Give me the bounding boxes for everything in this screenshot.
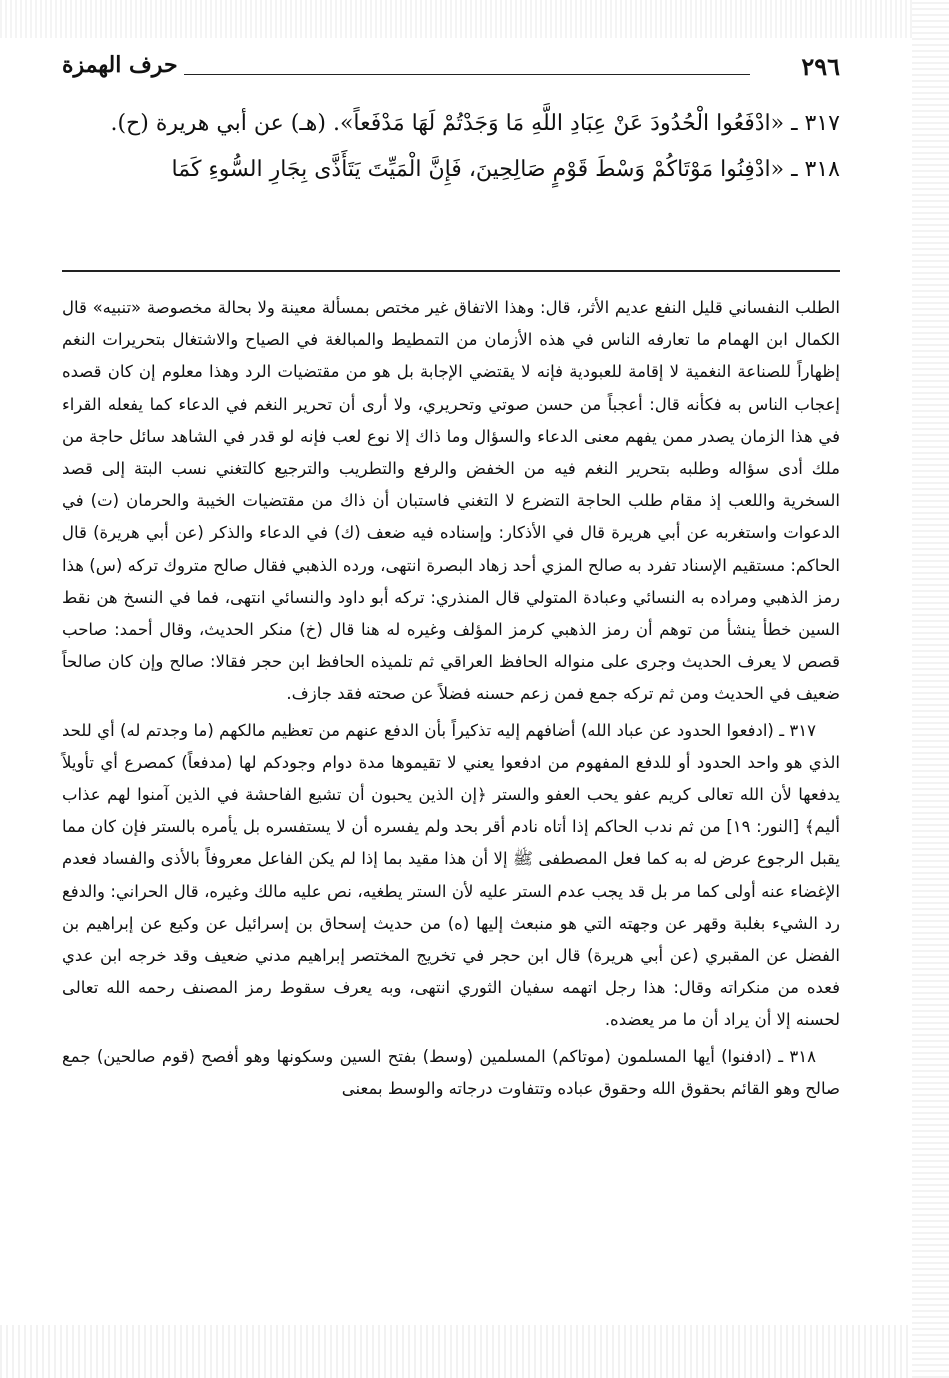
hadith-main-text bbox=[60, 104, 840, 196]
chapter-title: حرف الهمزة bbox=[62, 52, 178, 78]
hadith-318: ٣١٨ ـ «ادْفِنُوا مَوْتَاكُمْ وَسْطَ قَوْمٍ صَالِحِينَ، فَإِنَّ الْمَيِّتَ يَتَأَذَّى بِجَارِ السُّوءِ كَمَا bbox=[171, 157, 840, 182]
commentary-paragraph-318: ٣١٨ ـ (ادفنوا) أيها المسلمون (موتاكم) المسلمين (وسط) بفتح السين وسكونها وهو أفصح (قوم صالحين) جمع صالح وهو القائم بحقوق الله وحقوق عباده وتتفاوت درجاته والوسط بمعنى bbox=[62, 1046, 840, 1098]
page-header bbox=[62, 52, 840, 88]
text-separator-rule bbox=[62, 270, 840, 272]
page-number: ٢٩٦ bbox=[801, 52, 840, 81]
hadith-317: ٣١٧ ـ «ادْفَعُوا الْحُدُودَ عَنْ عِبَادِ اللَّهِ مَا وَجَدْتُمْ لَهَا مَدْفَعاً». (هـ) عن أبي هريرة (ح). bbox=[110, 111, 840, 136]
scan-edge-bottom bbox=[0, 1325, 949, 1378]
commentary-paragraph-317: ٣١٧ ـ (ادفعوا الحدود عن عباد الله) أضافهم إليه تذكيراً بأن الدفع عنهم من تعظيم مالكهم (ما وجدتم له) أي للحد الذي هو واحد الحدود أو للدفع المفهوم من ادفعوا يعني لا تقيموها مدة دوام وجودكم لها (مدفعاً) كمصرع أي تأويلاً يدفعها لأن الله تعالى كريم عفو يحب العفو والستر ﴿إن الذين يحبون أن تشيع الفاحشة في الذين آمنوا لهم عذاب أليم﴾ [النور: ١٩] من ثم ندب الحاكم إذا أتاه نادم أقر بحد ولم يفسره أن لا يستفسره بل يأمره بالستر فإن كان مما يقبل الرجوع عرض له به كما فعل المصطفى ﷺ إلا أن هذا مقيد بما إذا لم يكن الفاعل معروفاً بالأذى والفساد فعدم الإغضاء عنه أولى كما مر بل قد يجب عدم الستر عليه لأن الستر يطغيه، نص عليه مالك وغيره، قال الحراني: والدفع رد الشيء بغلبة وقهر عن وجهته التي هو منبعث إليها (ه) من حديث إسحاق بن إسرائيل عن وكيع عن إبراهيم بن الفضل عن المقبري (عن أبي هريرة) قال ابن حجر في تخريج المختصر إبراهيم مدني ضعيف وقد خرجه ابن عدي فعده من منكراته وقال: هذا رجل اتهمه سفيان الثوري انتهى، وبه يعرف سقوط رمز المصنف رحمه الله تعالى لحسنه إلا أن يراد أن ما مر يعضده. bbox=[62, 720, 840, 1030]
commentary-paragraph-continued: الطلب النفساني قليل النفع عديم الأثر، قال: وهذا الاتفاق غير مختص بمسألة معينة ولا بحالة مخصوصة «تنبيه» قال الكمال ابن الهمام ما تعارفه الناس في هذه الأزمان من التمطيط والمبالغة في الصياح والاشتغال بتحريرات النغم إظهاراً للصناعة النغمية لا إقامة للعبودية فإنه لا يقتضي الإجابة بل هو من مقتضيات الرد وهذا معلوم إن كان قصده إعجاب الناس به فكأنه قال: أعجباً من حسن صوتي وتحريري، ولا أرى أن تحرير النغم في الدعاء كما يفعله القراء في هذا الزمان يصدر ممن يفهم معنى الدعاء والسؤال وما ذاك إلا نوع لعب فإنه لو قدر في الشاهد سائل حاجة من ملك أدى سؤاله وطلبه بتحرير النغم فيه من الخفض والرفع والتطريب والترجيع كالتغني نسب البتة إلى قصد السخرية واللعب إذ مقام طلب الحاجة التضرع لا التغني فاستبان أن ذاك من مقتضيات الخيبة والحرمان (ت) في الدعوات واستغربه عن أبي هريرة قال في الأذكار: وإسناده فيه ضعف (ك) في الدعاء والذكر (عن أبي هريرة) قال الحاكم: مستقيم الإسناد تفرد به صالح المزي أحد زهاد البصرة انتهى، ورده الذهبي فقال صالح متروك تركه (س) هذا رمز الذهبي ومراده به النسائي وعبادة المتولي قال المنذري: تركه أبو داود والنسائي انتهى، فما في النسخ هن نقط السين خطأ ينشأ من توهم أن رمز الذهبي كرمز المؤلف وغيره له هنا قال (خ) منكر الحديث، وقال أحمد: صاحب قصص لا يعرف الحديث وجرى على منواله الحافظ العراقي ثم تلميذه الحافظ ابن حجر فقالا: صالح وإن كان صالحاً ضعيف في الحديث ومن ثم تركه جمع فمن زعم حسنه فضلاً عن صحته فقد جازف. bbox=[62, 298, 840, 704]
commentary-section bbox=[62, 292, 840, 1109]
scan-edge-right bbox=[912, 0, 949, 1378]
scan-edge-top bbox=[0, 0, 949, 38]
header-rule bbox=[184, 74, 750, 75]
